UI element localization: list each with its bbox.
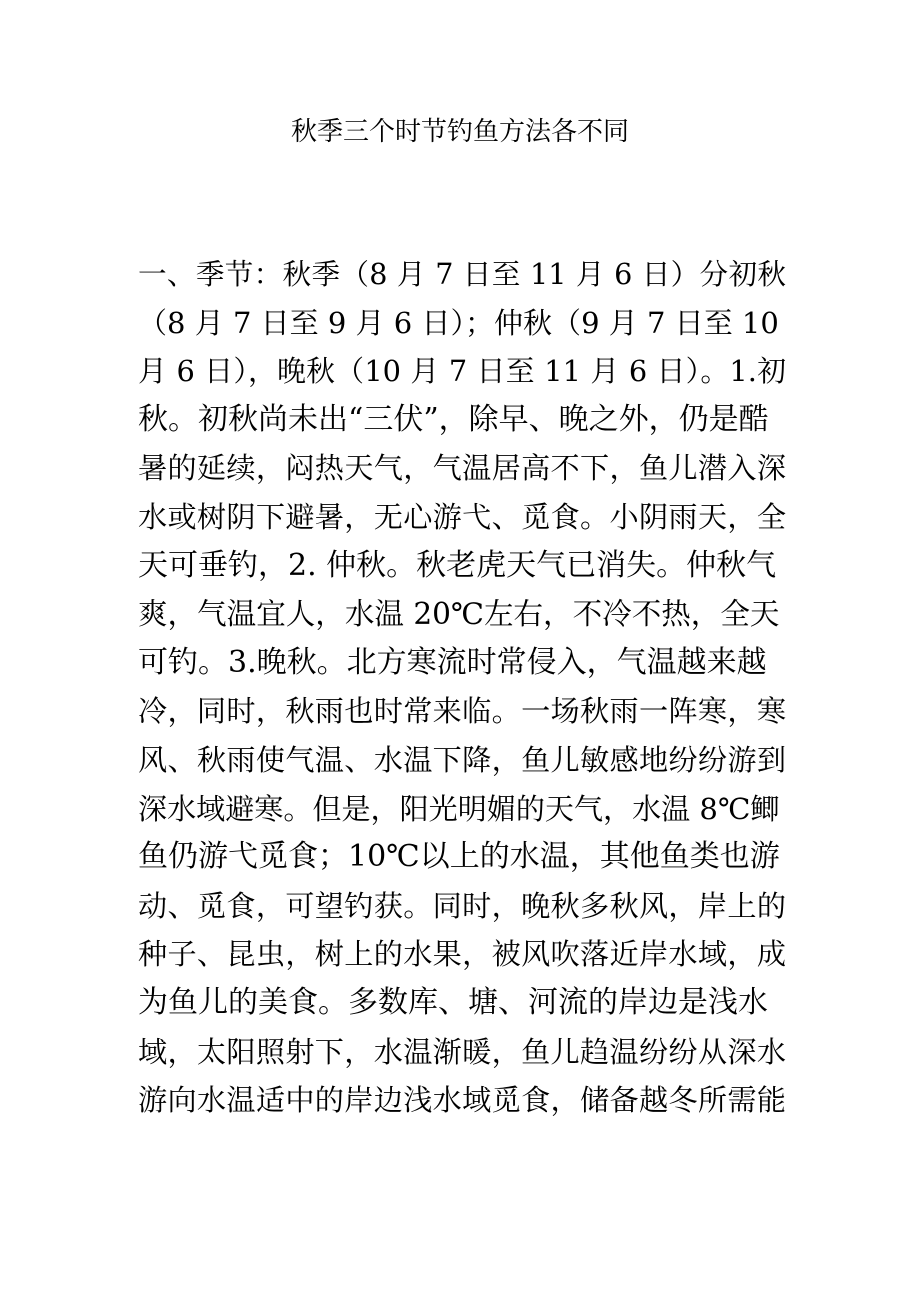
body-line: 鱼仍游弋觅食；10℃以上的水温，其他鱼类也游 (138, 839, 780, 875)
body-line: 风、秋雨使气温、水温下降，鱼儿敏感地纷纷游到 (138, 742, 786, 777)
body-line: 域，太阳照射下，水温渐暖，鱼儿趋温纷纷从深水 (138, 1034, 786, 1069)
body-line: 秋。初秋尚未出“三伏”，除早、晚之外，仍是酷 (138, 401, 769, 437)
body-line: （8 月 7 日至 9 月 6 日）；仲秋（9 月 7 日至 10 (138, 305, 779, 340)
body-line: 冷，同时，秋雨也时常来临。一场秋雨一阵寒，寒 (138, 694, 786, 729)
body-line: 一、季节：秋季（8 月 7 日至 11 月 6 日）分初秋 (138, 257, 786, 291)
body-line: 游向水温适中的岸边浅水域觅食，储备越冬所需能 (138, 1083, 786, 1118)
body-line: 动、觅食，可望钓获。同时，晚秋多秋风，岸上的 (138, 888, 786, 923)
body-line: 为鱼儿的美食。多数库、塘、河流的岸边是浅水 (138, 984, 768, 1020)
body-line: 深水域避寒。但是，阳光明媚的天气，水温 8℃鲫 (138, 791, 780, 826)
body-line: 暑的延续，闷热天气，气温居高不下，鱼儿潜入深 (138, 451, 786, 486)
document-body (138, 250, 786, 1125)
body-line: 天可垂钓，2. 仲秋。秋老虎天气已消失。仲秋气 (138, 547, 777, 583)
document-title: 秋季三个时节钓鱼方法各不同 (290, 117, 629, 147)
body-line: 种子、昆虫，树上的水果，被风吹落近岸水域，成 (138, 937, 786, 972)
body-line: 水或树阴下避暑，无心游弋、觅食。小阴雨天，全 (138, 499, 786, 534)
body-line: 爽，气温宜人，水温 20℃左右，不冷不热，全天 (138, 597, 780, 632)
body-line: 月 6 日），晚秋（10 月 7 日至 11 月 6 日）。1.初 (138, 354, 786, 389)
body-line: 可钓。3.晚秋。北方寒流时常侵入，气温越来越 (138, 644, 767, 680)
